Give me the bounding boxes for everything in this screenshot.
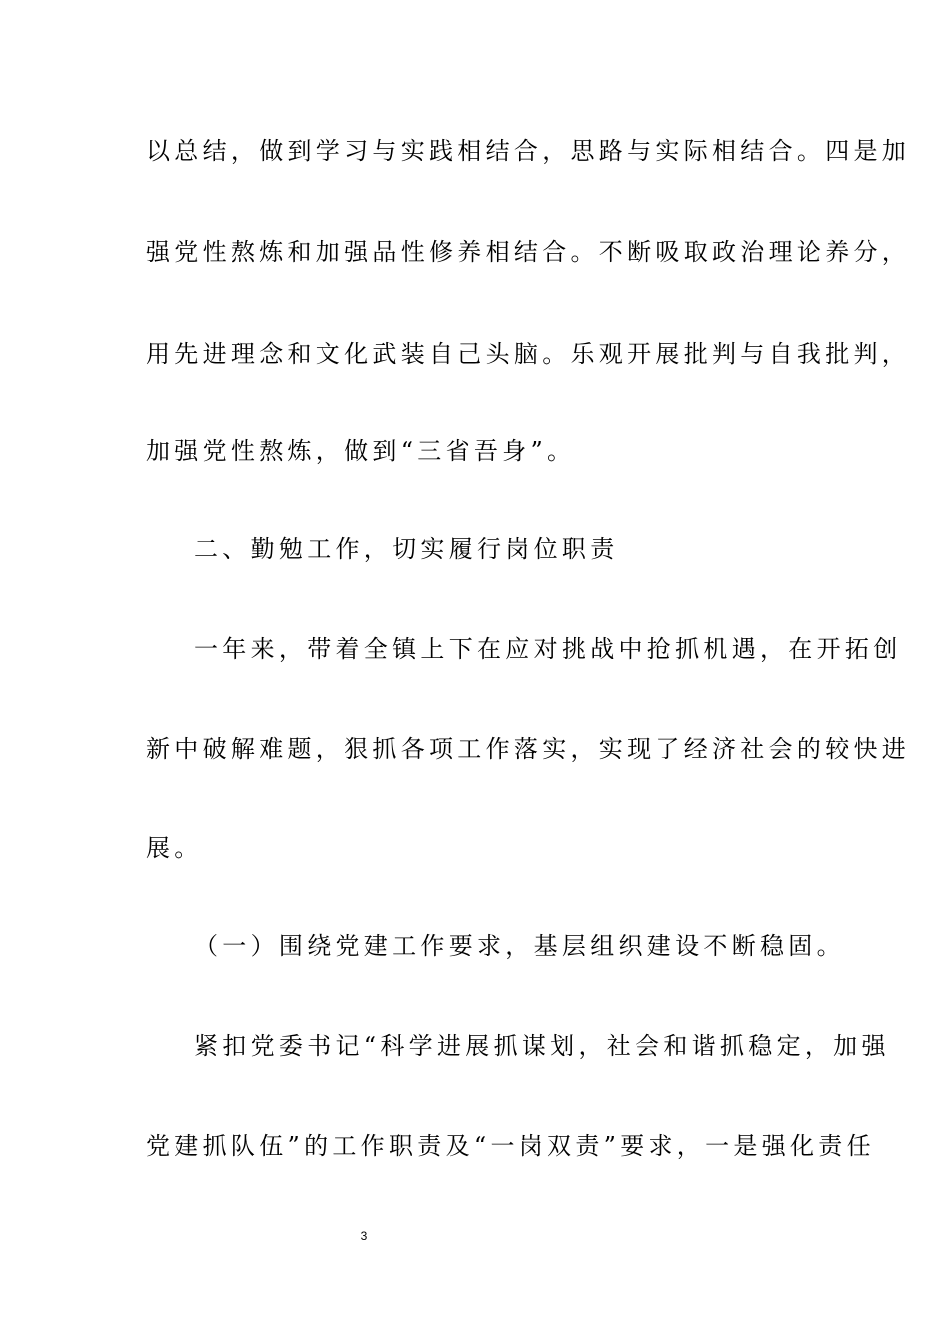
text-line-11: 党建抓队伍”的工作职责及“一岗双责”要求，一是强化责任 — [146, 1132, 875, 1160]
text-line-8: 展。 — [146, 834, 203, 862]
text-line-1: 以总结，做到学习与实践相结合，思路与实际相结合。四是加 — [146, 137, 911, 165]
text-line-2: 强党性熬炼和加强品性修养相结合。不断吸取政治理论养分， — [146, 238, 911, 266]
page-number: 3 — [360, 1229, 368, 1243]
text-line-4: 加强党性熬炼，做到“三省吾身”。 — [146, 437, 576, 465]
text-line-10: 紧扣党委书记“科学进展抓谋划，社会和谐抓稳定，加强 — [194, 1032, 890, 1060]
text-line-6: 一年来，带着全镇上下在应对挑战中抢抓机遇，在开拓创 — [194, 635, 902, 663]
text-line-7: 新中破解难题，狠抓各项工作落实，实现了经济社会的较快进 — [146, 735, 911, 763]
subsection-heading: （一）围绕党建工作要求，基层组织建设不断稳固。 — [194, 932, 845, 960]
section-heading: 二、勤勉工作，切实履行岗位职责 — [194, 535, 619, 563]
text-line-3: 用先进理念和文化武装自己头脑。乐观开展批判与自我批判， — [146, 340, 911, 368]
